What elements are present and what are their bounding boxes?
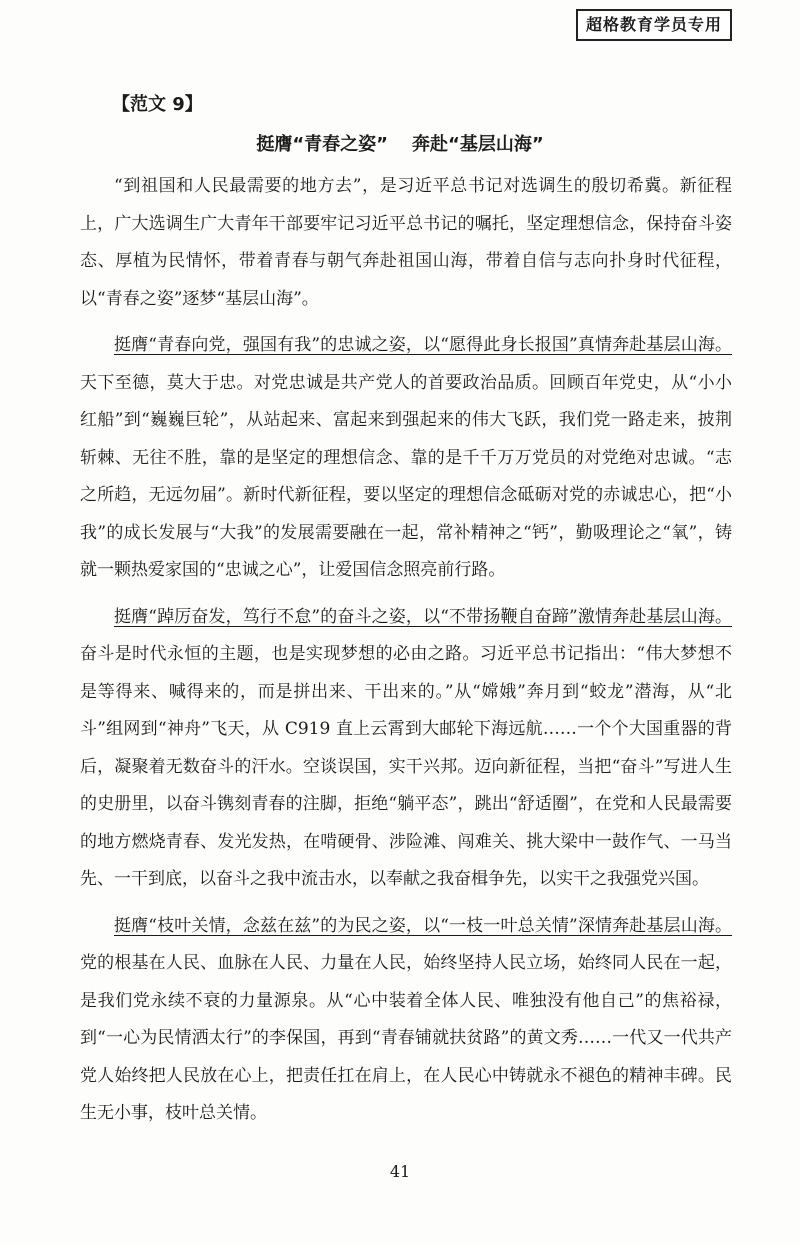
paragraph-text: 天下至德，莫大于忠。对党忠诚是共产党人的首要政治品质。回顾百年党史，从“小小红船”到“巍巍巨轮”，从站起来、富起来到强起来的伟大飞跃，我们党一路走来，披荆斩棘、无往不胜，靠的是坚定的理想信念、靠的是千千万万党员的对党绝对忠诚。“志之所趋，无远勿届”。新时代新征程，要以坚定的理想信念砥砺对党的赤诚忠心，把“小我”的成长发展与“大我”的发展需要融在一起，常补精神之“钙”，勤吸理论之“氧”，铸就一颗热爱家国的“忠诚之心”，让爱国信念照亮前行路。 <box>80 372 732 580</box>
essay-title-part1: 挺膺“青春之姿” <box>256 134 388 155</box>
paragraph-lead-underlined: 挺膺“踔厉奋发，笃行不怠”的奋斗之姿，以“不带扬鞭自奋蹄”激情奔赴基层山海。 <box>114 606 732 627</box>
essay-label: 【范文 9】 <box>112 94 203 115</box>
paragraph-lead-underlined: 挺膺“枝叶关情，念兹在兹”的为民之姿，以“一枝一叶总关情”深情奔赴基层山海。 <box>114 915 732 936</box>
paragraph-loyalty <box>80 327 732 590</box>
paragraph-people <box>80 908 732 1133</box>
paragraph-striving <box>80 599 732 899</box>
paragraph-lead-underlined: 挺膺“青春向党，强国有我”的忠诚之姿，以“愿得此身长报国”真情奔赴基层山海。 <box>114 335 732 355</box>
paragraph-text: “到祖国和人民最需要的地方去”，是习近平总书记对选调生的殷切希冀。新征程上，广大选调生广大青年干部要牢记习近平总书记的嘱托，坚定理想信念，保持奋斗姿态、厚植为民情怀，带着青春与朝气奔赴祖国山海，带着自信与志向扑身时代征程，以“青春之姿”逐梦“基层山海”。 <box>80 176 732 309</box>
paragraph-intro <box>80 168 732 318</box>
essay-title <box>0 130 800 156</box>
page-number: 41 <box>389 1162 411 1181</box>
paragraph-text: 奋斗是时代永恒的主题，也是实现梦想的必由之路。习近平总书记指出：“伟大梦想不是等得来、喊得来的，而是拼出来、干出来的。”从“嫦娥”奔月到“蛟龙”潜海，从“北斗”组网到“神舟”飞天，从 C919 直上云霄到大邮轮下海远航……一个个大国重器的背后，凝聚着无数奋斗的汗水。空谈误国，实干兴邦。迈向新征程，当把“奋斗”写进人生的史册里，以奋斗镌刻青春的注脚，拒绝“躺平态”，跳出“舒适圈”，在党和人民最需要的地方燃烧青春、发光发热，在啃硬骨、涉险滩、闯难关、挑大梁中一鼓作气、一马当先、一干到底，以奋斗之我中流击水，以奉献之我奋楫争先，以实干之我强党兴国。 <box>80 644 732 889</box>
essay-body <box>80 168 732 1142</box>
essay-title-part2: 奔赴“基层山海” <box>412 134 544 155</box>
paragraph-text: 党的根基在人民、血脉在人民、力量在人民，始终坚持人民立场，始终同人民在一起，是我们党永续不衰的力量源泉。从“心中装着全体人民、唯独没有他自己”的焦裕禄，到“一心为民情洒太行”的李保国，再到“青春铺就扶贫路”的黄文秀……一代又一代共产党人始终把人民放在心上，把责任扛在肩上，在人民心中铸就永不褪色的精神丰碑。民生无小事，枝叶总关情。 <box>80 953 732 1123</box>
watermark-stamp: 超格教育学员专用 <box>576 9 732 41</box>
